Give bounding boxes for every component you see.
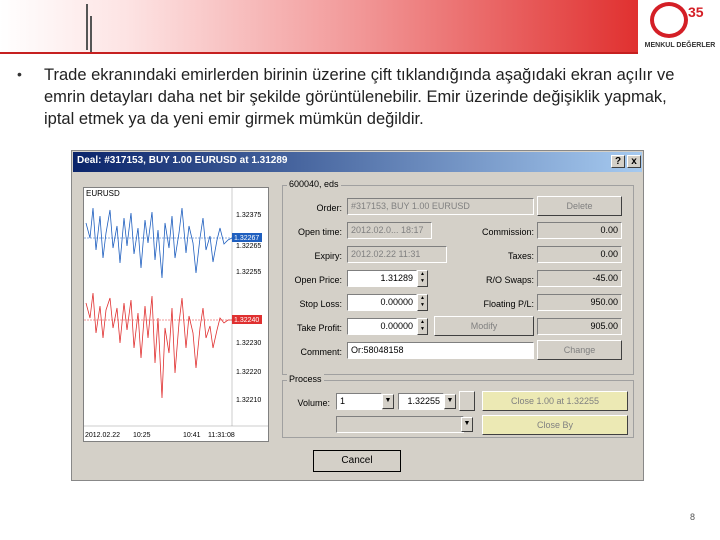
time-label: 10:25	[133, 432, 151, 439]
price-label: 1.32375	[236, 212, 262, 219]
time-label: 2012.02.22	[85, 432, 121, 439]
chart-svg	[84, 188, 268, 441]
floating-pl-field: 950.00	[537, 294, 622, 311]
take-profit-field[interactable]: 0.00000	[347, 318, 417, 335]
price-field[interactable]: 1.32255	[398, 393, 444, 410]
bullet: •	[17, 66, 22, 82]
ro-swaps-field: -45.00	[537, 270, 622, 287]
take-profit-label: Take Profit:	[296, 323, 342, 333]
comment-label: Comment:	[300, 347, 342, 357]
price-label: 1.32210	[236, 397, 262, 404]
help-button[interactable]: ?	[611, 155, 625, 168]
price-label: 1.32220	[236, 369, 262, 376]
expiry-label: Expiry:	[314, 251, 342, 261]
slide-text: Trade ekranındaki emirlerden birinin üzerine çift tıklandığında aşağıdaki ekran açılır ve emrin detayları daha net bir şekilde görüntülenebilir. Emir üzerinde değişiklik yapmak, iptal etmek ya da yeni emir girmek mümkün değildir.	[44, 66, 675, 128]
time-label: 11:31:08	[208, 432, 235, 439]
order-group-title: 600040, eds	[289, 179, 339, 189]
header-band	[0, 0, 640, 52]
order-field: #317153, BUY 1.00 EURUSD	[347, 198, 534, 215]
floating-pl-label: Floating P/L:	[483, 299, 534, 309]
comment-field[interactable]: Or:58048158	[347, 342, 534, 359]
blank-button[interactable]	[459, 391, 475, 411]
price-dropdown-icon[interactable]: ▼	[444, 394, 456, 409]
page-number: 8	[690, 512, 696, 522]
chart-symbol: EURUSD	[86, 189, 120, 198]
delete-button[interactable]: Delete	[537, 196, 622, 216]
deal-dialog	[71, 150, 644, 481]
close-by-dropdown-icon[interactable]: ▼	[461, 417, 473, 432]
stop-loss-field[interactable]: 0.00000	[347, 294, 417, 311]
open-time-field: 2012.02.0... 18:17	[347, 222, 432, 239]
volume-field[interactable]: 1	[336, 393, 382, 410]
dialog-title: Deal: #317153, BUY 1.00 EURUSD at 1.31289	[77, 155, 288, 166]
close-by-button[interactable]: Close By	[482, 415, 628, 435]
commission-field: 0.00	[537, 222, 622, 239]
time-label: 10:41	[183, 432, 201, 439]
process-group-title: Process	[289, 374, 322, 384]
profit-field: 905.00	[537, 318, 622, 335]
open-price-field[interactable]: 1.31289	[347, 270, 417, 287]
header-rule	[0, 52, 640, 54]
decor-line	[86, 4, 88, 50]
commission-label: Commission:	[481, 227, 534, 237]
open-price-spinner[interactable]: ▲ ▼	[417, 270, 428, 287]
stop-loss-spinner[interactable]: ▲ ▼	[417, 294, 428, 311]
open-time-label: Open time:	[297, 227, 342, 237]
cancel-button[interactable]: Cancel	[313, 450, 401, 472]
price-label: 1.32265	[236, 243, 262, 250]
logo-number: 35	[688, 4, 704, 20]
price-label: 1.32255	[236, 269, 262, 276]
price-label: 1.32230	[236, 340, 262, 347]
close-button[interactable]: x	[627, 155, 641, 168]
decor-line	[90, 16, 92, 52]
bid-price-label: 1.32240	[234, 317, 260, 324]
volume-dropdown-icon[interactable]: ▼	[382, 394, 394, 409]
change-button[interactable]: Change	[537, 340, 622, 360]
open-price-label: Open Price:	[294, 275, 342, 285]
close-at-button[interactable]: Close 1.00 at 1.32255	[482, 391, 628, 411]
volume-label: Volume:	[297, 398, 330, 408]
logo-emblem	[650, 2, 688, 38]
ask-price-label: 1.32267	[234, 235, 260, 242]
close-by-select[interactable]	[336, 416, 464, 433]
logo-text: MENKUL DEĞERLER	[644, 42, 716, 49]
dialog-titlebar	[73, 152, 642, 172]
modify-button[interactable]: Modify	[434, 316, 534, 336]
price-chart	[83, 187, 269, 442]
taxes-label: Taxes:	[507, 251, 534, 261]
ro-swaps-label: R/O Swaps:	[485, 275, 534, 285]
order-label: Order:	[316, 203, 342, 213]
expiry-field[interactable]: 2012.02.22 11:31	[347, 246, 447, 263]
stop-loss-label: Stop Loss:	[299, 299, 342, 309]
take-profit-spinner[interactable]: ▲ ▼	[417, 318, 428, 335]
taxes-field: 0.00	[537, 246, 622, 263]
